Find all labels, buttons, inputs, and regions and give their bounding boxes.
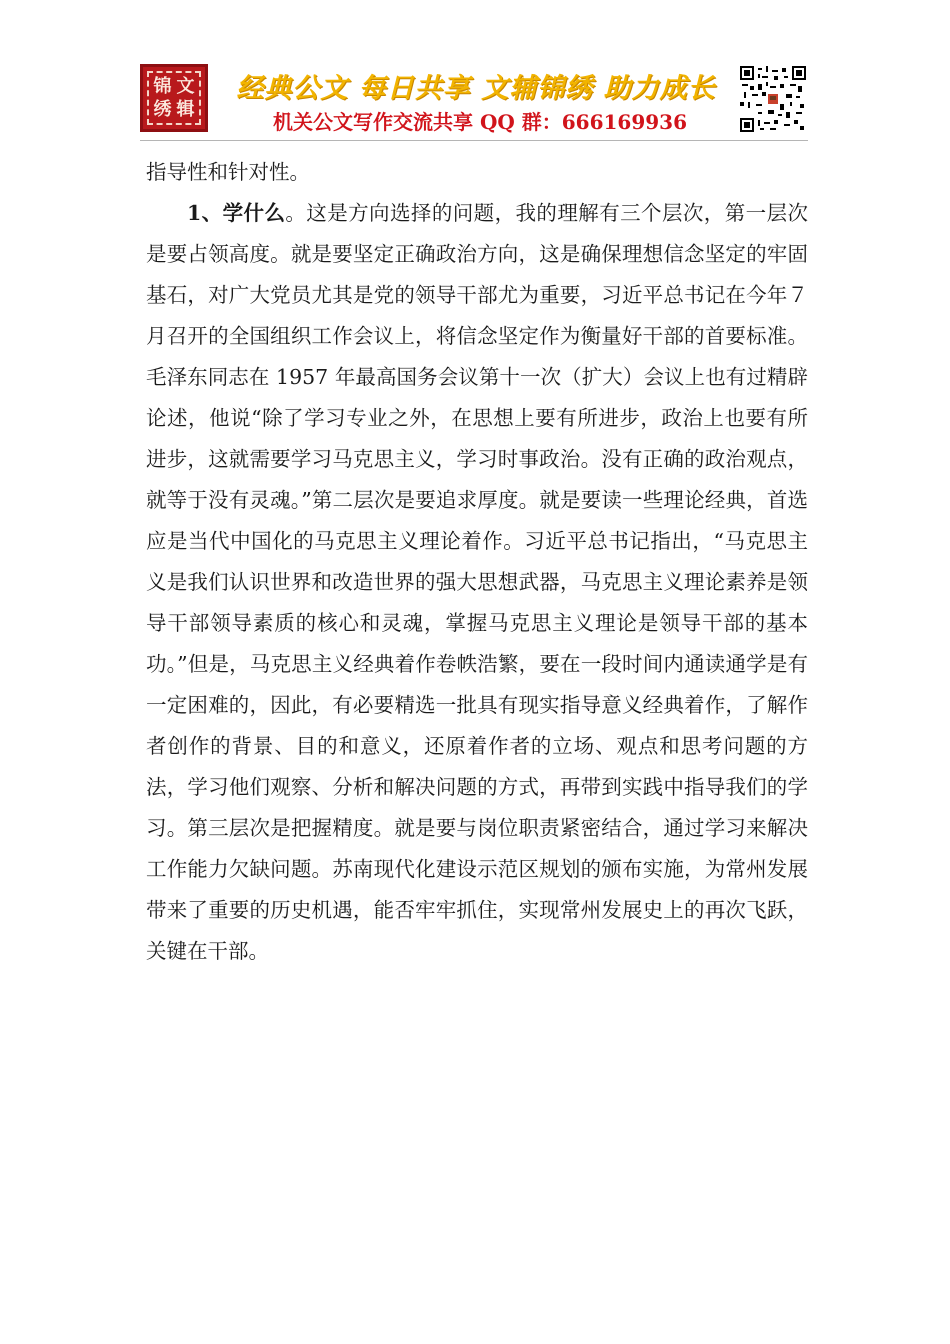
section-heading: 1、学什么 — [187, 201, 286, 225]
qr-code-icon — [740, 66, 806, 132]
logo-char: 锦 — [153, 76, 172, 97]
paragraph-text: 。这是方向选择的问题，我的理解有三个层次，第一层次是要占领高度。就是要坚定正确政治方向，这是确保理想信念坚定的牢固基石，对广大党员尤其是党的领导干部尤为重要，习近平总书记在今年７月召开的全国组织工作会议上，将信念坚定作为衡量好干部的首要标准。毛泽东同志在 1957 年最高国务会议第十一次（扩大）会议上也有过精辟论述，他说“除了学习专业之外，在思想上要有所进步，政治上也要有所进步，这就需要学习马克思主义，学习时事政治。没有正确的政治观点，就等于没有灵魂。”第二层次是要追求厚度。就是要读一些理论经典，首选应是当代中国化的马克思主义理论着作。习近平总书记指出，“马克思主义是我们认识世界和改造世界的强大思想武器，马克思主义理论素养是领导干部领导素质的核心和灵魂，掌握马克思主义理论是领导干部的基本功。”但是，马克思主义经典着作卷帙浩繁，要在一段时间内通读通学是有一定困难的，因此，有必要精选一批具有现实指导意义经典着作，了解作者创作的背景、目的和意义，还原着作者的立场、观点和思考问题的方法，学习他们观察、分析和解决问题的方式，再带到实践中指导我们的学习。第三层次是把握精度。就是要与岗位职责紧密结合，通过学习来解决工作能力欠缺问题。苏南现代化建设示范区规划的颁布实施，为常州发展带来了重要的历史机遇，能否牢牢抓住，实现常州发展史上的再次飞跃，关键在干部。 — [146, 201, 808, 963]
page-header — [0, 0, 950, 150]
header-qq-group: 机关公文写作交流共享 QQ 群：666169936 — [272, 110, 687, 134]
document-body — [146, 152, 808, 972]
header-divider — [140, 140, 808, 141]
paragraph — [146, 193, 808, 972]
logo-char: 辑 — [176, 99, 195, 120]
logo-char: 文 — [176, 76, 195, 97]
logo-characters — [151, 75, 197, 121]
logo-char: 绣 — [153, 99, 172, 120]
logo-seal — [140, 64, 208, 132]
header-slogan: 经典公文 每日共享 文辅锦绣 助力成长 — [236, 73, 716, 104]
paragraph: 指导性和针对性。 — [146, 160, 310, 184]
